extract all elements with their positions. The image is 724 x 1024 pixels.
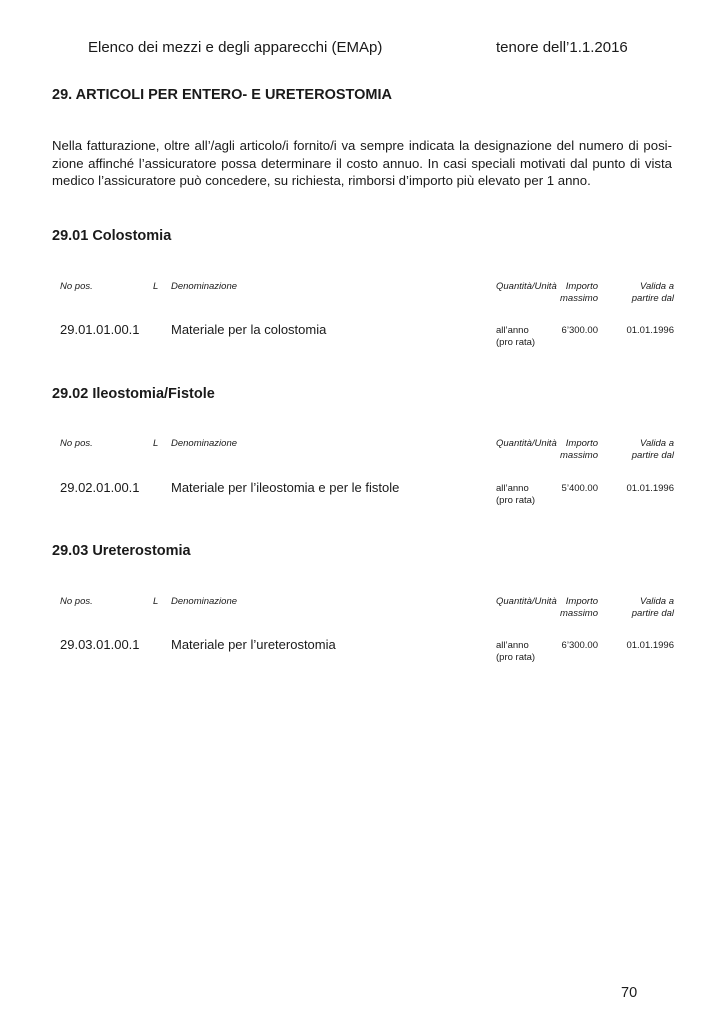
header-l: L: [153, 281, 159, 292]
row-no-pos: 29.03.01.00.1: [60, 637, 140, 652]
edition-date: tenore dell’1.1.2016: [496, 39, 628, 56]
row-quantita: all’anno (pro rata): [496, 483, 536, 506]
row-valida: 01.01.1996: [626, 640, 674, 651]
document-title: Elenco dei mezzi e degli apparecchi (EMAp): [88, 39, 383, 56]
row-no-pos: 29.02.01.00.1: [60, 480, 140, 495]
row-valida: 01.01.1996: [626, 483, 674, 494]
header-quantita: Quantità/Unità: [496, 596, 557, 607]
header-no-pos: No pos.: [60, 596, 93, 607]
chapter-title: 29. ARTICOLI PER ENTERO- E URETEROSTOMIA: [52, 87, 392, 103]
section-title-ureterostomia: 29.03 Ureterostomia: [52, 543, 191, 559]
section-title-colostomia: 29.01 Colostomia: [52, 228, 172, 244]
intro-paragraph: [52, 137, 672, 190]
intro-line: medico l’assicuratore può concedere, su richiesta, rimborsi d’importo più elevato per 1 anno.: [52, 173, 591, 188]
section-title-ileostomia: 29.02 Ileostomia/Fistole: [52, 386, 215, 402]
header-l: L: [153, 596, 159, 607]
header-quantita: Quantità/Unità: [496, 438, 557, 449]
row-denominazione: Materiale per la colostomia: [171, 322, 327, 337]
row-quantita: all’anno (pro rata): [496, 325, 536, 348]
header-quantita: Quantità/Unità: [496, 281, 557, 292]
intro-line: zione affinché l’assicuratore possa determinare il costo annuo. In casi speciali motivati dal punto di vista: [52, 155, 672, 171]
header-no-pos: No pos.: [60, 281, 93, 292]
header-no-pos: No pos.: [60, 438, 93, 449]
header-importo: Importo massimo: [560, 438, 599, 461]
row-importo: 5’400.00: [561, 483, 598, 494]
header-importo: Importo massimo: [560, 596, 599, 619]
page-number: 70: [621, 985, 638, 1001]
header-valida: Valida a partire dal: [631, 596, 674, 619]
intro-line: Nella fatturazione, oltre all’/agli articolo/i fornito/i va sempre indicata la designazione del numero di posi-: [52, 138, 672, 153]
row-valida: 01.01.1996: [626, 325, 674, 336]
row-no-pos: 29.01.01.00.1: [60, 322, 140, 337]
header-valida: Valida a partire dal: [631, 281, 674, 304]
row-importo: 6’300.00: [561, 325, 598, 336]
header-denominazione: Denominazione: [171, 596, 238, 607]
row-importo: 6’300.00: [561, 640, 598, 651]
header-denominazione: Denominazione: [171, 281, 238, 292]
header-l: L: [153, 438, 159, 449]
row-denominazione: Materiale per l’ileostomia e per le fistole: [171, 480, 400, 495]
header-valida: Valida a partire dal: [631, 438, 674, 461]
row-denominazione: Materiale per l’ureterostomia: [171, 637, 336, 652]
header-importo: Importo massimo: [560, 281, 599, 304]
row-quantita: all’anno (pro rata): [496, 640, 536, 663]
header-denominazione: Denominazione: [171, 438, 238, 449]
